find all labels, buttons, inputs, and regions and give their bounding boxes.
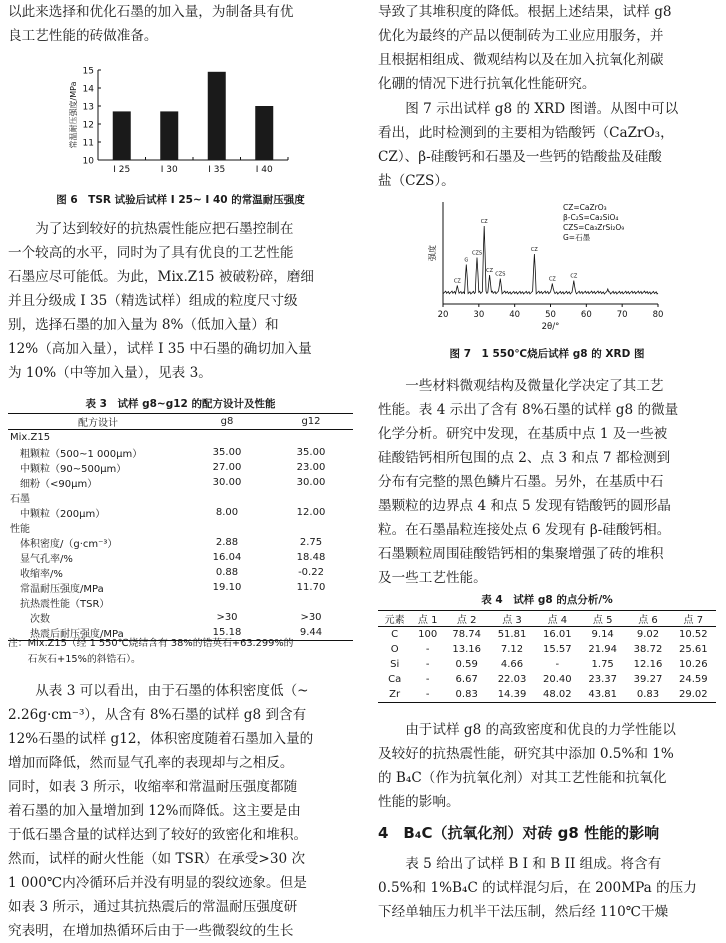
table-row: [8, 550, 353, 565]
table-4-header: 点 4: [547, 615, 568, 626]
text-line: 石墨应尽可能低。为此，Mix.Z15 被破粉碎，磨细: [8, 269, 315, 285]
table-cell: -: [425, 644, 430, 655]
table-cell: [185, 490, 269, 505]
table-cell: 9.02: [636, 629, 660, 640]
text-line: 盐（CZS）。: [378, 173, 455, 189]
table-4-caption: 表 4 试样 g8 的点分析/%: [481, 594, 613, 606]
table-cell: 19.10: [212, 582, 242, 593]
table-cell: 0.83: [636, 689, 660, 700]
text-line: CZ）、β-硅酸钙和石墨及一些钙的锆酸盐及硅酸: [378, 149, 662, 165]
table-3: [8, 413, 353, 641]
figure-7-caption: 图 7 1 550℃烧后试样 g8 的 XRD 图: [449, 348, 645, 360]
table-3-header-design: 配方设计: [78, 418, 118, 429]
table-cell: 24.59: [679, 674, 708, 685]
text-line: 化硼的情况下进行抗氧化性能研究。: [378, 76, 596, 92]
note-line: 注：Mix.Z15（经 1 550℃烧结含有 38%的锆英石+63.299%的: [8, 638, 294, 649]
table-cell: >30: [300, 612, 322, 623]
x-tick-label: 30: [473, 310, 485, 320]
table-3-caption: 表 3 试样 g8~g12 的配方设计及性能: [85, 398, 276, 410]
table-cell: 0.59: [455, 659, 478, 670]
left-top-paragraph: [8, 0, 353, 48]
table-cell: 12.16: [633, 659, 663, 670]
x-axis-label: 2θ/°: [541, 322, 560, 332]
table-cell: 13.16: [452, 644, 481, 655]
table-cell: 48.02: [543, 689, 572, 700]
peak-label: CZS: [471, 250, 483, 257]
bar: [160, 111, 178, 160]
text-line: 从表 3 可以看出，由于石墨的体积密度低（~: [35, 683, 309, 699]
table-4-header: 点 3: [502, 615, 522, 626]
text-line: 究表明，在增加热循环后由于一些微裂纹的生长: [8, 923, 294, 939]
table-cell: 热震后耐压强度/MPa: [10, 629, 124, 640]
x-tick-label: 50: [545, 310, 556, 320]
table-row: [8, 460, 353, 475]
table-cell: [269, 490, 353, 505]
peak-label: G: [464, 257, 469, 264]
text-line: 12%（高加入量），试样 I 35 中石墨的确切加入量: [8, 341, 312, 357]
text-line: 石墨颗粒周围硅酸锆钙相的集聚增强了砖的堆积: [378, 546, 664, 562]
y-axis-label: 常温耐压强度/MPa: [69, 81, 78, 149]
peak-label: CZ: [548, 276, 556, 283]
table-4-header: 元素: [384, 615, 405, 626]
table-cell: Zr: [389, 689, 401, 700]
text-line: 并且分级成 I 35（精选试样）组成的粒度尺寸级: [8, 293, 298, 309]
table-cell: -: [555, 659, 560, 670]
table-cell: -: [425, 674, 430, 685]
table-cell: 石墨: [10, 494, 30, 505]
text-line: 墨颗粒的边界点 4 和点 5 发现有锆酸钙的圆形晶: [378, 498, 671, 514]
table-cell: 0.83: [455, 689, 478, 700]
table-row: [8, 565, 353, 580]
text-line: 然而，试样的耐火性能（如 TSR）在承受>30 次: [8, 851, 306, 867]
x-tick-label: 40: [509, 310, 521, 320]
text-line: 如表 3 所示，通过其抗热震后的常温耐压强度研: [8, 899, 298, 915]
table-cell: 细粉（<90μm）: [10, 479, 98, 490]
table-4-header: 点 7: [683, 615, 704, 626]
table-cell: 6.67: [455, 674, 478, 685]
text-line: 下经单轴压力机半干法压制，然后经 110℃干燥: [378, 904, 669, 920]
table-cell: 18.48: [296, 552, 326, 563]
bar: [208, 72, 226, 160]
table-cell: 27.00: [212, 462, 242, 473]
text-line: 图 7 示出试样 g8 的 XRD 图谱。从图中可以: [405, 101, 679, 117]
table-cell: 中颗粒（90~500μm）: [10, 464, 127, 475]
text-line: 由于试样 g8 的高致密度和优良的力学性能以: [405, 722, 676, 738]
table-cell: 显气孔率/%: [10, 554, 73, 565]
text-line: 导致了其堆积度的降低。根据上述结果，试样 g8: [378, 4, 672, 20]
table-row: [8, 445, 353, 460]
table-row: [378, 642, 716, 657]
peak-label: CZ: [486, 268, 494, 274]
right-paragraph-3: [378, 374, 716, 590]
text-line: 于低石墨含量的试样达到了较好的致密化和堆积。: [8, 827, 308, 843]
note-line: 石灰石+15%的斜锆石）。: [8, 654, 141, 665]
section-4-title: 4 B₄C（抗氧化剂）对砖 g8 性能的影响: [378, 824, 660, 842]
x-tick-label: 70: [616, 310, 628, 320]
table-cell: 30.00: [296, 477, 326, 488]
table-cell: 收缩率/%: [10, 569, 63, 580]
table-cell: 21.94: [588, 644, 617, 655]
bar: [113, 111, 131, 160]
left-paragraph-2: [8, 679, 353, 943]
table-row: [378, 627, 716, 643]
table-cell: [185, 520, 269, 535]
table-cell: 14.39: [497, 689, 527, 700]
table-row: [8, 505, 353, 520]
table-cell: 11.70: [296, 582, 326, 593]
table-row: [378, 687, 716, 703]
figure-6-caption: 图 6 TSR 试验后试样 I 25~ I 40 的常温耐压强度: [56, 194, 305, 206]
x-tick-label: 60: [580, 310, 592, 320]
legend-entry: CZS=Ca₃ZrSi₂O₉: [563, 223, 625, 232]
legend-entry: β-C₂S=Ca₂SiO₄: [563, 213, 619, 222]
table-row: [8, 535, 353, 550]
text-line: 及一些工艺性能。: [378, 570, 487, 586]
text-line: 看出，此时检测到的主要相为锆酸钙（CaZrO₃，: [378, 125, 674, 141]
table-cell: 15.18: [212, 627, 242, 638]
table-cell: 39.27: [633, 674, 663, 685]
table-row: [8, 610, 353, 625]
table-row: [8, 490, 353, 505]
y-tick-label: 10: [82, 156, 94, 167]
x-tick-label: 20: [437, 310, 449, 320]
table-cell: 中颗粒（200μm）: [10, 509, 106, 520]
table-row: [378, 657, 716, 672]
table-cell: 10.26: [679, 659, 708, 670]
x-tick-label: I 30: [160, 165, 178, 175]
text-line: 分布有完整的黑色鳞片石墨。另外，在基质中石: [378, 474, 664, 490]
table-cell: 2.88: [215, 537, 239, 548]
table-cell: Si: [390, 659, 400, 670]
right-xrd-paragraph: [378, 97, 716, 193]
left-paragraph-1: [8, 217, 353, 385]
table-row: [8, 430, 353, 446]
table-4-header: 点 1: [417, 615, 438, 626]
y-tick-label: 12: [82, 120, 94, 131]
text-line: 良工艺性能的砖做准备。: [8, 28, 158, 44]
xrd-pattern: [443, 226, 658, 294]
text-line: 性能。表 4 示出了含有 8%石墨的试样 g8 的微量: [378, 402, 679, 418]
x-tick-label: 80: [652, 310, 664, 320]
text-line: 粒。在石墨晶粒连接处点 6 发现有 β-硅酸钙相。: [378, 522, 671, 538]
table-row: [8, 580, 353, 595]
table-cell: >30: [216, 612, 238, 623]
table-cell: 51.81: [497, 629, 527, 640]
text-line: 的 B₄C（作为抗氧化剂）对其工艺性能和抗氧化: [378, 770, 667, 786]
table-4-header: 点 2: [456, 615, 477, 626]
table-cell: 10.52: [679, 629, 708, 640]
peak-label: CZ: [570, 273, 578, 280]
text-line: 化学分析。研究中发现，在基质中点 1 及一些被: [378, 426, 668, 442]
table-cell: [185, 595, 269, 610]
text-line: 及较好的抗热震性能，研究其中添加 0.5%和 1%: [378, 746, 674, 762]
text-line: 性能的影响。: [378, 794, 460, 810]
figure-6-bar-chart: [48, 60, 378, 180]
text-line: 硅酸锆钙相所包围的点 2、点 3 和点 7 都检测到: [378, 450, 671, 466]
y-tick-label: 15: [82, 66, 94, 77]
table-cell: -: [425, 659, 430, 670]
table-cell: Ca: [388, 674, 402, 685]
y-tick-label: 11: [82, 138, 94, 149]
text-line: 且根据相组成、微观结构以及在加入抗氧化剂碳: [378, 52, 664, 68]
y-tick-label: 14: [82, 84, 94, 95]
text-line: 0.5%和 1%B₄C 的试样混匀后，在 200MPa 的压力: [378, 880, 697, 896]
text-line: 以此来选择和优化石墨的加入量，为制备具有优: [8, 4, 294, 20]
table-cell: [185, 430, 269, 446]
table-cell: 常温耐压强度/MPa: [10, 584, 104, 595]
table-cell: 100: [418, 629, 438, 640]
text-line: 着石墨的加入量增加到 12%而降低。这主要是由: [8, 803, 301, 819]
x-tick-label: I 25: [113, 165, 131, 175]
table-3-header-g8: g8: [220, 416, 234, 427]
table-cell: 15.57: [543, 644, 572, 655]
peak-label: CZ: [530, 247, 538, 253]
table-cell: 体积密度/（g·cm⁻³）: [10, 539, 118, 550]
text-line: 为 10%（中等加入量），见表 3。: [8, 365, 212, 381]
table-4-header: 点 6: [638, 615, 658, 626]
text-line: 12%石墨的试样 g12，体积密度随着石墨加入量的: [8, 731, 314, 747]
bar: [255, 106, 273, 160]
text-line: 同时，如表 3 所示，收缩率和常温耐压强度都随: [8, 779, 298, 795]
table-row: [8, 475, 353, 490]
table-cell: C: [391, 629, 399, 640]
table-cell: [269, 595, 353, 610]
table-cell: 35.00: [296, 447, 326, 458]
text-line: 优化为最终的产品以便制砖为工业应用服务，并: [378, 28, 664, 44]
table-3-note: [8, 636, 353, 668]
table-cell: 次数: [10, 614, 50, 625]
table-row: [8, 520, 353, 535]
table-cell: 2.75: [299, 537, 323, 548]
table-4-header: 点 5: [592, 615, 613, 626]
table-cell: 9.14: [591, 629, 614, 640]
table-cell: 8.00: [215, 507, 239, 518]
right-paragraph-5: [378, 852, 716, 924]
table-row: [378, 672, 716, 687]
table-cell: 35.00: [212, 447, 242, 458]
table-cell: 78.74: [452, 629, 481, 640]
table-cell: 16.04: [212, 552, 242, 563]
table-cell: [269, 430, 353, 446]
peak-label: CZ: [453, 278, 461, 285]
table-cell: 抗热震性能（TSR）: [10, 599, 110, 610]
legend-entry: G=石墨: [563, 233, 591, 242]
table-cell: O: [390, 644, 399, 655]
y-axis-label: 强度: [428, 245, 437, 261]
table-cell: 4.66: [500, 659, 524, 670]
x-tick-label: I 40: [255, 165, 273, 175]
table-cell: 0.88: [215, 567, 239, 578]
table-3-header-g12: g12: [301, 416, 321, 427]
table-cell: 23.00: [296, 462, 326, 473]
text-line: 为了达到较好的抗热震性能应把石墨控制在: [35, 221, 294, 237]
text-line: 一些材料微观结构及微量化学决定了其工艺: [405, 378, 664, 394]
legend-entry: CZ=CaZrO₃: [563, 203, 607, 212]
table-cell: 9.44: [299, 627, 323, 638]
table-cell: 30.00: [212, 477, 242, 488]
table-cell: 43.81: [588, 689, 617, 700]
peak-label: CZS: [495, 271, 506, 278]
table-cell: -: [425, 689, 430, 700]
peak-label: CZ: [480, 219, 488, 225]
text-line: 增加而降低，然而显气孔率的表现却与之相反。: [8, 755, 294, 771]
table-cell: 29.02: [679, 689, 708, 700]
table-cell: 38.72: [633, 644, 663, 655]
table-cell: 粗颗粒（500~1 000μm）: [10, 449, 143, 460]
table-cell: 25.61: [679, 644, 708, 655]
text-line: 2.26g·cm⁻³），从含有 8%石墨的试样 g8 到含有: [8, 707, 307, 723]
table-cell: -0.22: [298, 567, 324, 578]
text-line: 表 5 给出了试样 B I 和 B II 组成。将含有: [405, 856, 662, 872]
table-row: [8, 595, 353, 610]
table-cell: 性能: [10, 524, 30, 535]
x-tick-label: I 35: [208, 165, 226, 175]
table-4: [378, 610, 716, 703]
table-cell: 23.37: [588, 674, 617, 685]
right-top-paragraph: [378, 0, 716, 96]
right-paragraph-4: [378, 718, 716, 814]
text-line: 一个较高的水平，同时为了具有优良的工艺性能: [8, 245, 294, 261]
text-line: 1 000℃内冷循环后并没有明显的裂纹迹象。但是: [8, 875, 307, 891]
table-cell: 20.40: [543, 674, 572, 685]
table-cell: 22.03: [497, 674, 527, 685]
table-cell: Mix.Z15: [10, 432, 51, 443]
table-cell: 1.75: [591, 659, 614, 670]
figure-7-xrd-chart: [413, 192, 673, 342]
y-tick-label: 13: [82, 102, 94, 113]
text-line: 别，选择石墨的加入量为 8%（低加入量）和: [8, 317, 279, 333]
table-cell: 12.00: [296, 507, 326, 518]
table-cell: [269, 520, 353, 535]
table-cell: 7.12: [500, 644, 524, 655]
table-cell: 16.01: [543, 629, 572, 640]
